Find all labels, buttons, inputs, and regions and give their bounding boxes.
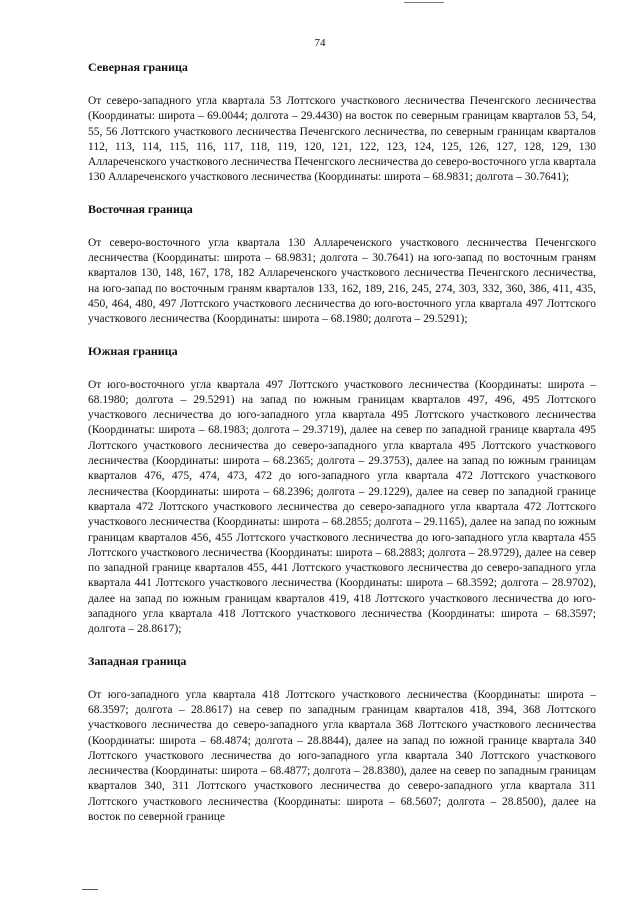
section-heading-east: Восточная граница bbox=[88, 201, 193, 216]
section-text-west: От юго-западного угла квартала 418 Лоттского участкового лесничества (Координаты: широта – 68.3597; долгота – 28.8617) на север по западным границам кварталов 418, 394, 368 Лоттского участкового лесничества до северо-западного угла квартала 368 Лоттского участкового лесничества (Координаты: широта – 68.4874; долгота – 28.8844), далее на запад по южной границе квартала 340 Лоттского участкового лесничества до юго-западного угла квартала 340 Лоттского участкового лесничества (Координаты: широта – 68.4877; долгота – 28.8380), далее на север по западным границам кварталов 340, 311 Лоттского участкового лесничества до северо-западного угла квартала 311 Лоттского участкового лесничества (Координаты: широта – 68.5607; долгота – 28.8500), далее на восток по северной границе bbox=[88, 688, 596, 823]
section-north bbox=[88, 60, 596, 186]
section-heading-north: Северная граница bbox=[88, 60, 188, 74]
section-text-south: От юго-восточного угла квартала 497 Лоттского участкового лесничества (Координаты: широта – 68.1980; долгота – 29.5291) на запад по южным границам кварталов 497, 496, 495 Лоттского участкового лесничества до юго-западного угла квартала 495 Лоттского участкового лесничества (Координаты: широта – 68.1983; долгота – 29.3719), далее на север по западной границе квартала 495 Лоттского участкового лесничества до северо-западного угла квартала 495 Лоттского участкового лесничества (Координаты: широта – 68.2365; долгота – 29.3753), далее на запад по южным границам кварталов 476, 475, 474, 473, 472 до юго-западного угла квартала 472 Лоттского участкового лесничества (Координаты: широта – 68.2396; долгота – 29.1229), далее на север по западной границе квартала 472 Лоттского участкового лесничества до северо-западного угла квартала 472 Лоттского участкового лесничества (Координаты: широта – 68.2855; долгота – 29.1165), далее на запад по южным границам кварталов 456, 455 Лоттского участкового лесничества до юго-западного угла квартала 455 Лоттского участкового лесничества (Координаты: широта – 68.2883; долгота – 28.9729), далее на север по западной границе кварталов 455, 441 Лоттского участкового лесничества до северо-западного угла квартала 441 Лоттского участкового лесничества (Координаты: широта – 68.3592; долгота – 28.9702), далее на запад по южным границам кварталов 419, 418 Лоттского участкового лесничества до юго-западного угла квартала 418 Лоттского участкового лесничества (Координаты: широта – 68.3597; долгота – 28.8617); bbox=[88, 378, 596, 636]
section-text-north: От северо-западного угла квартала 53 Лоттского участкового лесничества Печенгского лесничества (Координаты: широта – 69.0044; долгота – 29.4430) на восток по северным границам кварталов 53, 54, 55, 56 Лоттского участкового лесничества Печенгского лесничества, по северным границам кварталов 112, 113, 114, 115, 116, 117, 118, 119, 120, 121, 122, 123, 124, 125, 126, 127, 128, 129, 130 Аллареченского участкового лесничества Печенгского лесничества до северо-восточного угла квартала 130 Аллареченского участкового лесничества (Координаты: широта – 68.9831; долгота – 30.7641); bbox=[88, 95, 596, 184]
section-west bbox=[88, 654, 596, 826]
bottom-mark bbox=[82, 889, 98, 890]
section-south bbox=[88, 344, 596, 638]
top-rule bbox=[404, 2, 444, 3]
section-heading-west: Западная граница bbox=[88, 653, 187, 668]
section-east bbox=[88, 202, 596, 328]
section-text-east: От северо-восточного угла квартала 130 Аллареченского участкового лесничества Печенгского лесничества (Координаты: широта – 68.9831; долгота – 30.7641) на юго-запад по восточным граням кварталов 130, 148, 167, 178, 182 Аллареченского участкового лесничества Печенгского лесничества, на юго-запад по восточным граням кварталов 133, 162, 189, 216, 245, 274, 303, 332, 360, 386, 411, 435, 450, 464, 480, 497 Лоттского участкового лесничества до юго-восточного угла квартала 497 Лоттского участкового лесничества (Координаты: широта – 68.1980; долгота – 29.5291); bbox=[88, 236, 596, 326]
page-number: 74 bbox=[314, 37, 326, 49]
section-heading-south: Южная граница bbox=[88, 343, 178, 358]
document-body bbox=[88, 60, 596, 841]
